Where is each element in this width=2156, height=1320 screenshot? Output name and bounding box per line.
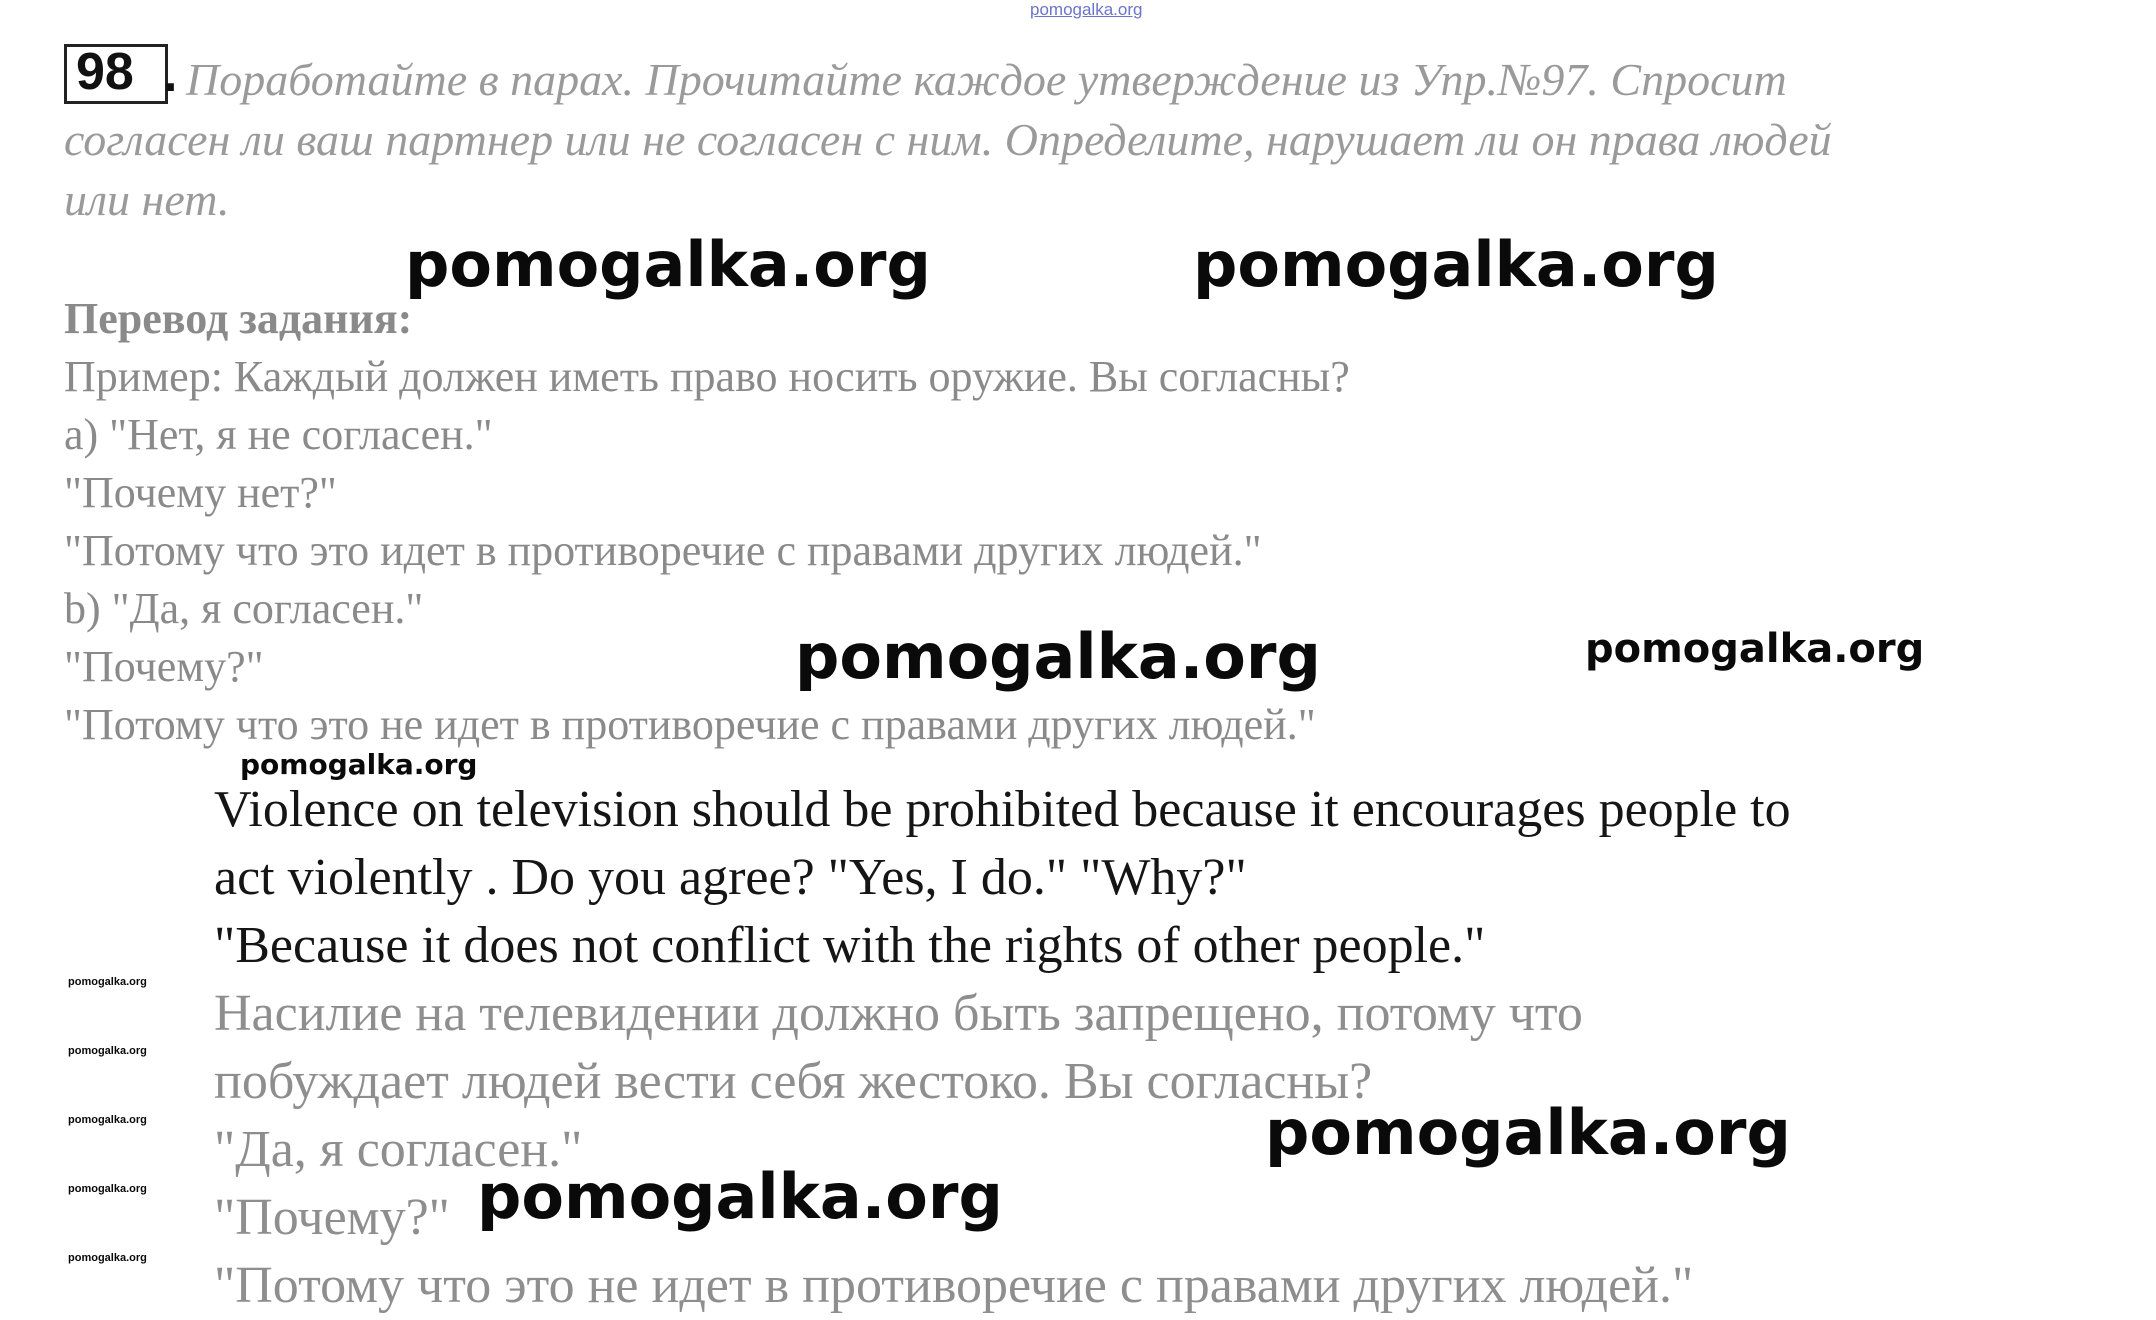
answer-english-line: Violence on television should be prohibited because it encourages people to bbox=[214, 781, 1791, 838]
watermark: pomogalka.org bbox=[1193, 228, 1719, 301]
watermark: pomogalka.org bbox=[1585, 626, 1925, 672]
translation-line: "Потому что это не идет в противоречие с правами других людей." bbox=[64, 700, 1316, 749]
watermark: pomogalka.org bbox=[405, 228, 931, 301]
answer-english-line: "Because it does not conflict with the rights of other people." bbox=[214, 917, 1486, 974]
answer-english-line: act violently . Do you agree? "Yes, I do." "Why?" bbox=[214, 849, 1247, 906]
translation-line: "Почему нет?" bbox=[64, 468, 337, 517]
watermark-small: pomogalka.org bbox=[68, 1183, 147, 1195]
watermark-small: pomogalka.org bbox=[68, 1045, 147, 1057]
answer-russian-line: "Да, я согласен." bbox=[214, 1121, 583, 1178]
answer-russian-line: Насилие на телевидении должно быть запрещено, потому что bbox=[214, 985, 1583, 1042]
task-line-1: Поработайте в парах. Прочитайте каждое утверждение из Упр.№97. Спросит bbox=[186, 54, 1787, 105]
translation-line: a) "Нет, я не согласен." bbox=[64, 410, 493, 459]
translation-line: "Потому что это идет в противоречие с правами других людей." bbox=[64, 526, 1262, 575]
task-line-3: или нет. bbox=[64, 174, 230, 225]
translation-line: "Почему?" bbox=[64, 642, 264, 691]
translation-heading: Перевод задания: bbox=[64, 294, 413, 343]
answer-russian-line: "Почему?" bbox=[214, 1189, 450, 1246]
answer-russian-line: "Потому что это не идет в противоречие с правами других людей." bbox=[214, 1257, 1694, 1314]
task-line-2: согласен ли ваш партнер или не согласен с ним. Определите, нарушает ли он права людей bbox=[64, 114, 1832, 165]
watermark: pomogalka.org bbox=[240, 748, 478, 781]
translation-line: b) "Да, я согласен." bbox=[64, 584, 424, 633]
answer-russian-line: побуждает людей вести себя жестоко. Вы согласны? bbox=[214, 1053, 1373, 1110]
watermark-small: pomogalka.org bbox=[68, 1252, 147, 1264]
exercise-number-dot: . bbox=[163, 45, 178, 103]
watermark-small: pomogalka.org bbox=[68, 976, 147, 988]
watermark-small: pomogalka.org bbox=[68, 1114, 147, 1126]
exercise-number: 98 bbox=[76, 43, 134, 101]
watermark: pomogalka.org bbox=[1265, 1096, 1791, 1169]
translation-line: Пример: Каждый должен иметь право носить оружие. Вы согласны? bbox=[64, 352, 1350, 401]
watermark: pomogalka.org bbox=[795, 620, 1321, 693]
site-link[interactable]: pomogalka.org bbox=[1030, 0, 1143, 19]
watermark: pomogalka.org bbox=[477, 1160, 1003, 1233]
